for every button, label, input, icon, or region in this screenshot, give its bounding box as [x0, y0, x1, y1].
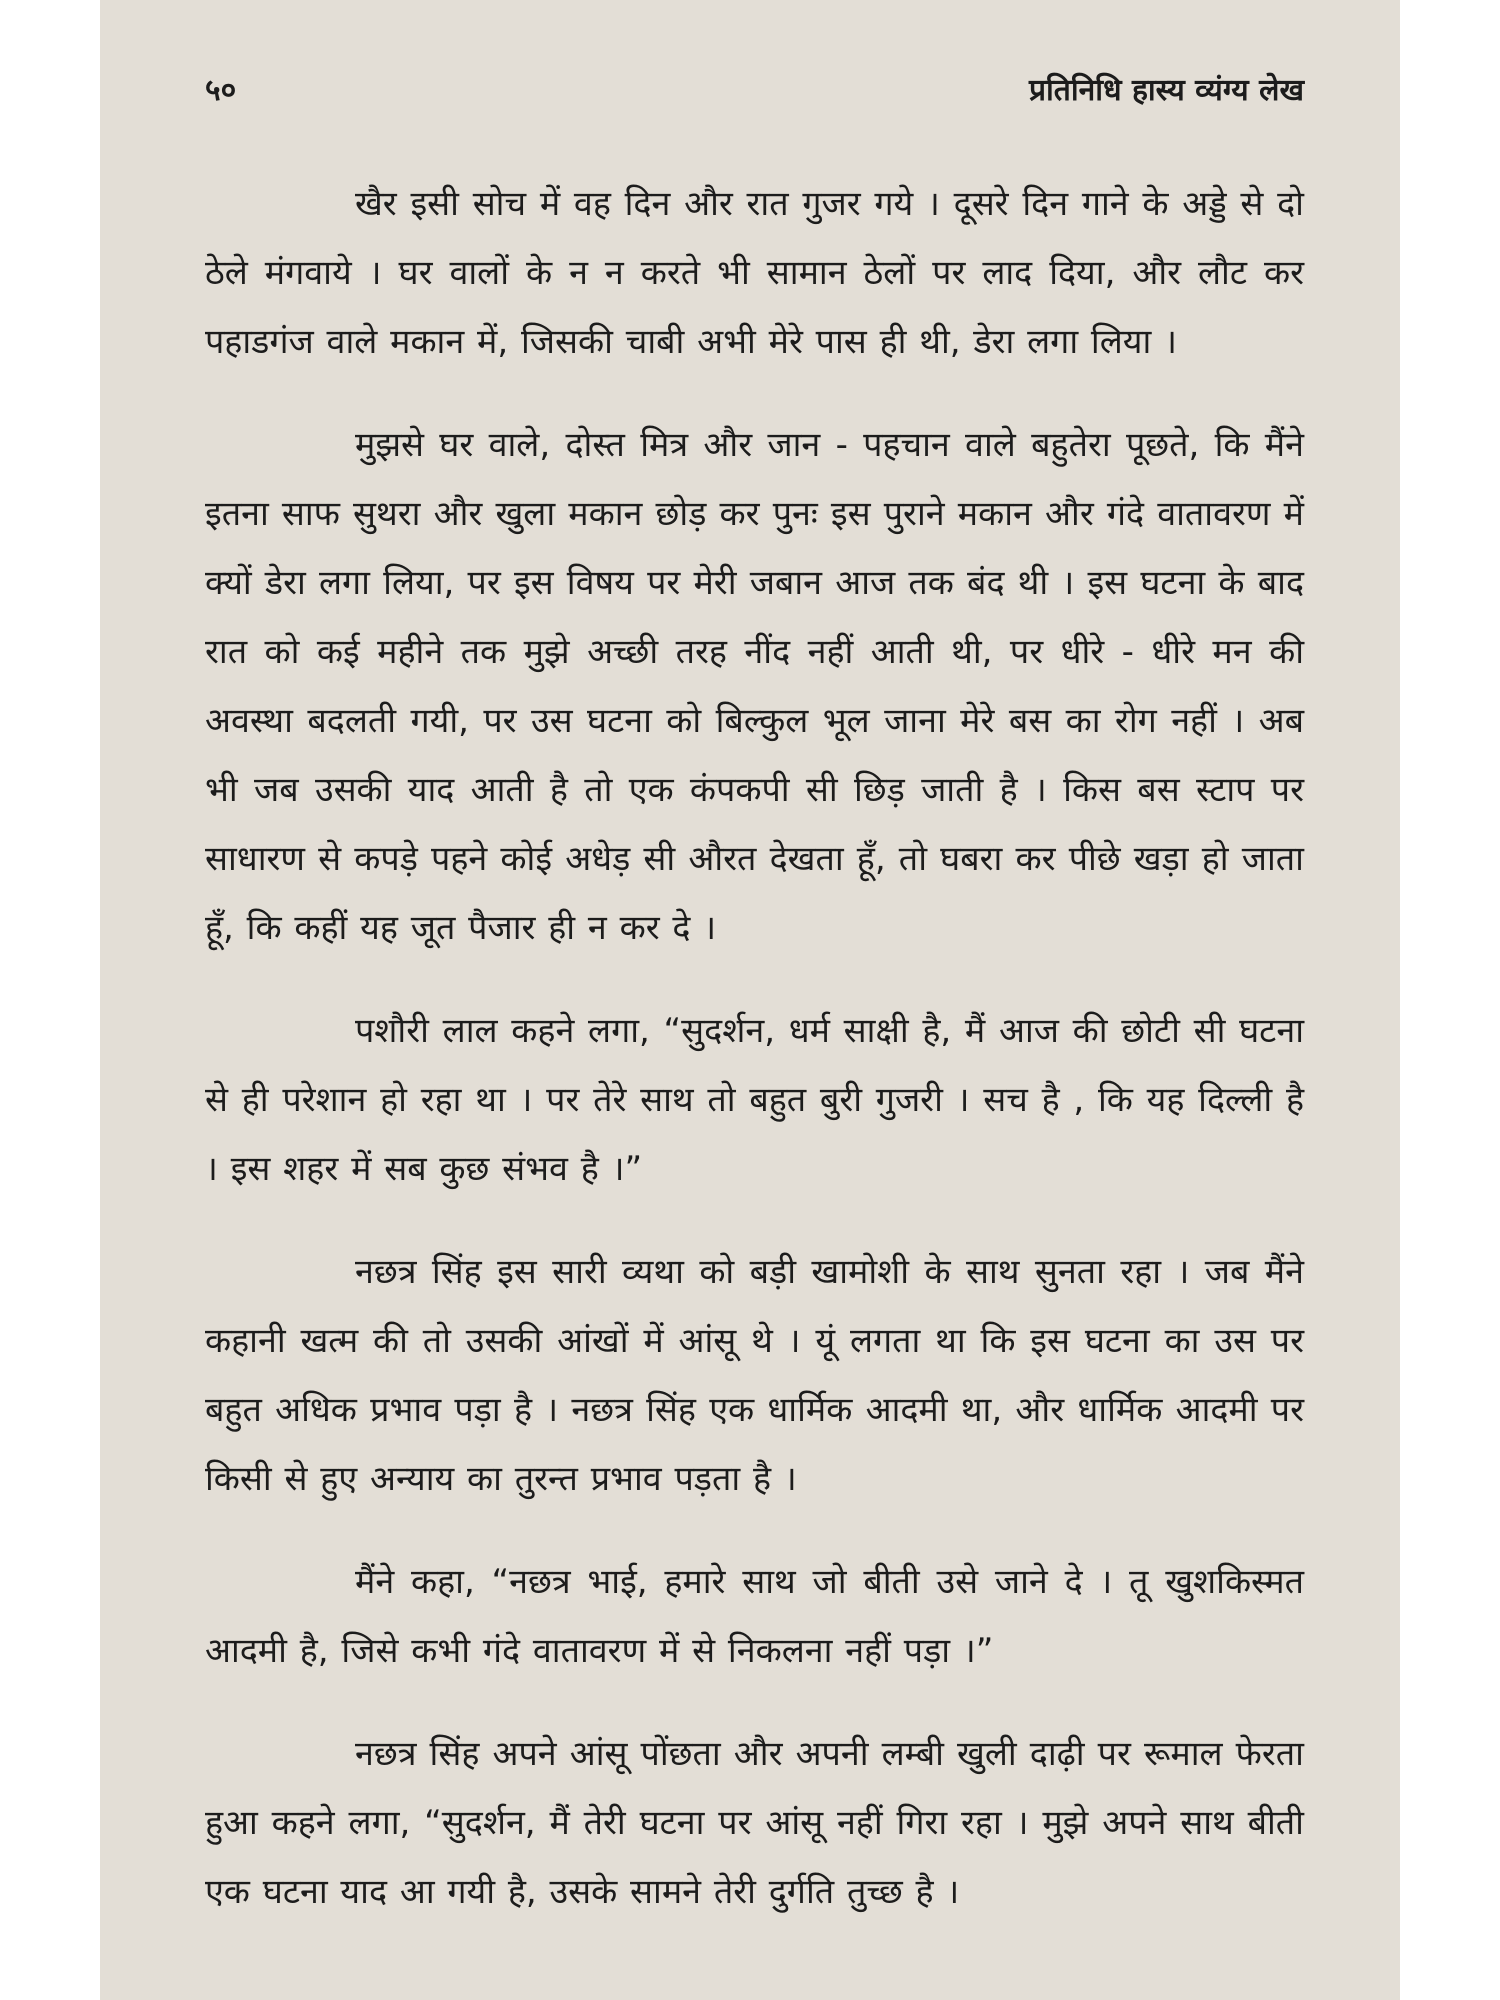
book-title: प्रतिनिधि हास्य व्यंग्य लेख: [1028, 73, 1304, 108]
book-page: [100, 0, 1400, 2000]
paragraph-4: नछत्र सिंह इस सारी व्यथा को बड़ी खामोशी के साथ सुनता रहा । जब मैंने कहानी खत्म की तो उसकी आंखों में आंसू थे । यूं लगता था कि इस घटना का उस पर बहुत अधिक प्रभाव पड़ा है । नछत्र सिंह एक धार्मिक आदमी था, और धार्मिक आदमी पर किसी से हुए अन्याय का तुरन्त प्रभाव पड़ता है ।: [205, 1252, 1304, 1499]
running-head: [205, 68, 1304, 124]
paragraph-6: नछत्र सिंह अपने आंसू पोंछता और अपनी लम्बी खुली दाढ़ी पर रूमाल फेरता हुआ कहने लगा, “सुदर्शन, मैं तेरी घटना पर आंसू नहीं गिरा रहा । मुझे अपने साथ बीती एक घटना याद आ गयी है, उसके सामने तेरी दुर्गति तुच्छ है ।: [205, 1734, 1304, 1912]
page-number: ५०: [205, 73, 237, 108]
paragraph-1: खैर इसी सोच में वह दिन और रात गुजर गये । दूसरे दिन गाने के अड्डे से दो ठेले मंगवाये । घर वालों के न न करते भी सामान ठेलों पर लाद दिया, और लौट कर पहाडगंज वाले मकान में, जिसकी चाबी अभी मेरे पास ही थी, डेरा लगा लिया ।: [205, 184, 1304, 362]
body-text: [205, 170, 1304, 1927]
paragraph-3: पशौरी लाल कहने लगा, “सुदर्शन, धर्म साक्षी है, मैं आज की छोटी सी घटना से ही परेशान हो रहा था । पर तेरे साथ तो बहुत बुरी गुजरी । सच है , कि यह दिल्ली है । इस शहर में सब कुछ संभव है ।”: [205, 1011, 1304, 1189]
paragraph-2: मुझसे घर वाले, दोस्त मित्र और जान - पहचान वाले बहुतेरा पूछते, कि मैंने इतना साफ सुथरा और खुला मकान छोड़ कर पुनः इस पुराने मकान और गंदे वातावरण में क्यों डेरा लगा लिया, पर इस विषय पर मेरी जबान आज तक बंद थी । इस घटना के बाद रात को कई महीने तक मुझे अच्छी तरह नींद नहीं आती थी, पर धीरे - धीरे मन की अवस्था बदलती गयी, पर उस घटना को बिल्कुल भूल जाना मेरे बस का रोग नहीं । अब भी जब उसकी याद आती है तो एक कंपकपी सी छिड़ जाती है । किस बस स्टाप पर साधारण से कपड़े पहने कोई अधेड़ सी औरत देखता हूँ, तो घबरा कर पीछे खड़ा हो जाता हूँ, कि कहीं यह जूत पैजार ही न कर दे ।: [205, 425, 1304, 948]
paragraph-5: मैंने कहा, “नछत्र भाई, हमारे साथ जो बीती उसे जाने दे । तू खुशकिस्मत आदमी है, जिसे कभी गंदे वातावरण में से निकलना नहीं पड़ा ।”: [205, 1562, 1304, 1671]
